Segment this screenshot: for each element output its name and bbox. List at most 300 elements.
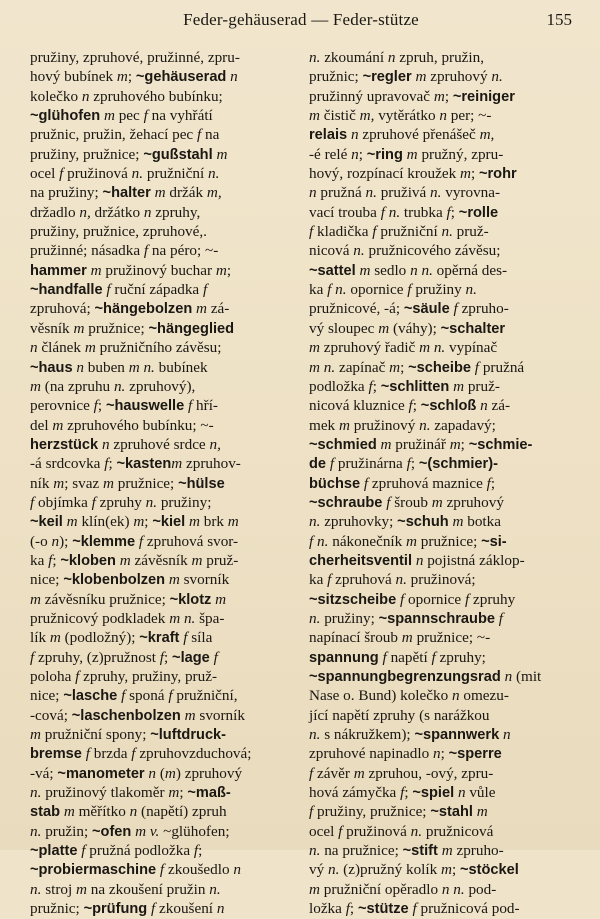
gloss-text: ; — [127, 68, 136, 86]
grammar-label: m — [406, 532, 417, 550]
gloss-text: nicová kluznice — [309, 397, 409, 415]
gloss-text: pružinárna — [334, 455, 407, 473]
gloss-text: špa- — [195, 609, 225, 627]
gloss-text: zkoušení — [155, 900, 217, 918]
text-line — [30, 841, 291, 860]
gloss-text: ; — [450, 203, 459, 221]
grammar-label: n. — [30, 822, 42, 840]
gloss-text: věsník — [30, 319, 74, 337]
text-line — [30, 87, 291, 106]
gloss-text: závěr — [313, 764, 354, 782]
gloss-text: zpruhového bubínku; — [89, 87, 223, 105]
headword: ~kiel — [152, 514, 186, 531]
grammar-label: n. — [395, 571, 407, 589]
gloss-text: zpruho- — [452, 842, 504, 860]
text-line — [309, 125, 570, 144]
headword: ~schmie- — [468, 436, 533, 453]
gloss-text: zpruhového bubínku; ~- — [63, 416, 214, 434]
headword: ~schuh — [397, 514, 449, 531]
headword: ~schloß — [420, 398, 477, 415]
headword: ~luftdruck- — [150, 727, 227, 744]
gloss-text: vý sloupec — [309, 319, 379, 337]
grammar-label: m — [133, 513, 145, 531]
grammar-label: n. — [209, 880, 221, 898]
text-line — [309, 106, 570, 125]
grammar-label: f — [131, 745, 136, 763]
left-column — [30, 48, 291, 918]
grammar-label: m — [184, 706, 196, 724]
gloss-text: jící napětí zpruhy (s narážkou — [309, 706, 490, 724]
grammar-label: f — [464, 590, 470, 608]
gloss-text: omezu- — [459, 687, 509, 705]
text-line — [309, 512, 570, 531]
grammar-label: f — [408, 397, 413, 415]
grammar-label: m — [154, 184, 166, 202]
gloss-text: ruční západka — [110, 281, 203, 299]
grammar-label: f n. — [327, 281, 347, 299]
gloss-text: pružinový tlakoměr — [41, 784, 169, 802]
grammar-label: f — [85, 745, 90, 763]
grammar-label: m — [452, 513, 464, 531]
grammar-label: f — [386, 493, 391, 511]
gloss-text: brk — [199, 513, 228, 531]
grammar-label: f — [138, 532, 144, 550]
text-line — [309, 338, 570, 357]
grammar-label: n. — [353, 242, 365, 260]
grammar-label: f — [309, 764, 314, 782]
text-line — [309, 48, 570, 67]
gloss-text: perovnice — [30, 397, 94, 415]
grammar-label: n — [415, 551, 424, 569]
grammar-label: n — [148, 764, 157, 782]
grammar-label: n — [143, 203, 152, 221]
gloss-text: ( — [156, 764, 165, 782]
grammar-label: n — [76, 358, 84, 376]
gloss-text: pružinová — [63, 165, 132, 183]
gloss-text: botka — [463, 513, 501, 531]
text-line — [309, 551, 570, 570]
grammar-label: m — [90, 261, 102, 279]
text-line — [309, 454, 570, 473]
gloss-text: závěsníku pružnice; — [40, 590, 170, 608]
headword: ~platte — [30, 843, 78, 860]
gloss-text: svorník — [195, 706, 245, 724]
text-line — [30, 706, 291, 725]
headword: ~(schmier)- — [418, 456, 498, 473]
gloss-text: (váhy); — [389, 319, 441, 337]
gloss-text: nice; — [30, 687, 64, 705]
grammar-label: f — [93, 397, 98, 415]
gloss-text: objímka — [34, 493, 92, 511]
gloss-text: ocel — [30, 165, 60, 183]
headword: ~klobenbolzen — [63, 572, 166, 589]
gloss-text: zpruh, pružin, — [395, 49, 485, 66]
grammar-label: m — [76, 880, 87, 898]
grammar-label: n — [309, 184, 317, 202]
text-line — [309, 667, 570, 686]
gloss-text: držátko — [90, 203, 144, 221]
grammar-label: n. — [491, 68, 503, 86]
headword: ~hängebolzen — [94, 301, 193, 318]
right-column — [309, 48, 570, 918]
headword: cherheitsventil — [309, 552, 413, 569]
text-line — [309, 783, 570, 802]
gloss-text: závěsník — [130, 551, 192, 569]
grammar-label: m — [476, 803, 488, 821]
gloss-text: zpruhová maznice — [368, 474, 487, 492]
grammar-label: n. — [208, 165, 220, 183]
text-line — [30, 358, 291, 377]
grammar-label: m — [359, 261, 371, 279]
gloss-text: zpruhy, pružiny, pruž- — [79, 668, 217, 685]
gloss-text: držák — [165, 184, 207, 202]
grammar-label: m — [168, 784, 180, 802]
gloss-text: nákonečník — [328, 532, 407, 550]
grammar-label: m, — [359, 107, 375, 125]
headword: ~spannwerk — [414, 727, 500, 744]
gloss-text: zpruhy — [469, 590, 516, 608]
gloss-text: ; — [226, 261, 232, 279]
gloss-text: pružnicový podkladek — [30, 609, 170, 627]
gloss-text: pružná podložka — [85, 842, 194, 860]
gloss-text: zpruhový), — [125, 377, 196, 395]
headword: ~kloben — [60, 552, 116, 569]
headword: ~sitzscheibe — [309, 591, 397, 608]
gloss-text: na pružnice; — [320, 842, 403, 860]
grammar-label: f — [121, 687, 126, 705]
gloss-text: vý — [309, 861, 328, 879]
gloss-text: pružinová; — [406, 571, 476, 589]
grammar-label: n. — [145, 493, 158, 511]
grammar-label: m — [66, 513, 78, 531]
gloss-text: pružiny, zpruhové, pružinné, zpru- — [30, 49, 240, 66]
gloss-text: na péro; ~- — [148, 242, 219, 260]
grammar-label: m — [338, 416, 350, 434]
grammar-label: n — [351, 145, 359, 163]
text-line — [309, 609, 570, 628]
gloss-text: vytěrátko — [374, 107, 440, 125]
grammar-label: n — [51, 532, 60, 550]
gloss-text: zpruhy — [95, 493, 146, 511]
gloss-text: zpruhov- — [182, 455, 241, 473]
grammar-label: f — [309, 803, 314, 821]
headword: hammer — [30, 262, 87, 279]
text-line — [30, 338, 291, 357]
grammar-label: m — [309, 880, 320, 898]
gloss-text: buben — [83, 358, 129, 376]
gloss-text: klín(ek) — [77, 513, 134, 531]
headword: ~scheibe — [408, 359, 471, 376]
grammar-label: m — [441, 861, 452, 879]
gloss-text: ; — [179, 784, 188, 802]
gloss-text: zpruho- — [457, 300, 509, 318]
gloss-text: pružniční spony; — [40, 726, 151, 744]
gloss-text: pružný, zpru- — [417, 145, 504, 163]
text-line — [30, 822, 291, 841]
headword: ~ofen — [92, 823, 132, 840]
gloss-text: na zkoušení pružin — [86, 880, 210, 898]
text-line — [309, 299, 570, 318]
gloss-text: pružnic, pružin, žehací pec — [30, 126, 197, 144]
gloss-text: pruž- — [452, 223, 489, 241]
headword: ~spannschraube — [378, 610, 495, 627]
text-line — [309, 87, 570, 106]
gloss-text: vůle — [465, 784, 496, 802]
text-line — [309, 764, 570, 783]
grammar-label: n. — [441, 223, 453, 241]
grammar-label: f — [106, 281, 111, 299]
gloss-text: napětí — [386, 648, 432, 666]
grammar-label: n — [230, 68, 238, 86]
grammar-label: f — [407, 281, 412, 299]
grammar-label: n — [433, 745, 441, 763]
gloss-text: pružnice; ~- — [412, 629, 491, 647]
grammar-label: m — [164, 764, 176, 782]
grammar-label: n — [216, 900, 225, 918]
grammar-label: n. — [309, 609, 321, 627]
gloss-text: ; — [198, 842, 203, 860]
grammar-label: n. — [410, 822, 423, 840]
gloss-text: čistič — [319, 107, 360, 125]
grammar-label: m — [309, 107, 320, 125]
gloss-text: pružiny, pružnice, zpruhové,. — [30, 223, 207, 241]
gloss-text: -á srdcovka — [30, 455, 105, 473]
gloss-text: pružná — [316, 184, 366, 202]
headword: ~kasten — [116, 456, 172, 473]
gloss-text: pružniční opěradlo — [319, 880, 442, 898]
text-line — [309, 261, 570, 280]
headword: ~maß- — [187, 785, 231, 802]
grammar-label: n. — [309, 49, 321, 66]
text-line — [30, 280, 291, 299]
grammar-label: n — [480, 397, 488, 415]
text-line — [30, 686, 291, 705]
grammar-label: m — [406, 145, 418, 163]
headword: ~prüfung — [83, 901, 148, 918]
gloss-text: pružiny, pružnice; — [30, 145, 144, 163]
grammar-label: m — [52, 416, 64, 434]
headword: relais — [309, 127, 348, 144]
gloss-text: hová zámyčka — [309, 784, 401, 802]
grammar-label: m — [378, 319, 390, 337]
gloss-text: pružnic; — [309, 68, 363, 86]
grammar-label: m — [459, 165, 471, 183]
gloss-text: (z)pružný kolík — [339, 861, 442, 879]
headword: ~laschenbolzen — [71, 707, 181, 724]
gloss-text: zpruhové srdce — [109, 435, 210, 453]
text-line — [309, 203, 570, 222]
grammar-label: m — [449, 435, 461, 453]
headword: ~hängeglied — [148, 320, 235, 337]
gloss-text: vací trouba — [309, 203, 381, 221]
gloss-text: ; — [451, 861, 461, 879]
text-line — [309, 145, 570, 164]
text-line — [30, 222, 291, 241]
gloss-text: opornice — [404, 590, 465, 608]
text-line — [30, 474, 291, 493]
headword: büchse — [309, 475, 361, 492]
headword: ~klemme — [72, 533, 136, 550]
gloss-text: pružnice; — [84, 319, 149, 337]
grammar-label: n — [504, 668, 513, 685]
grammar-label: m — [30, 590, 41, 608]
text-line — [309, 358, 570, 377]
gloss-text: zkoumání — [320, 49, 388, 66]
gloss-text: -vá; — [30, 764, 58, 782]
headword: spannung — [309, 649, 379, 666]
headword: ~stahl — [430, 804, 473, 821]
grammar-label: n n. — [441, 880, 465, 898]
grammar-label: m — [103, 107, 115, 125]
grammar-label: f — [143, 242, 149, 260]
headword: ~gußstahl — [143, 146, 213, 163]
grammar-label: n — [129, 803, 138, 821]
grammar-label: f — [48, 551, 53, 569]
text-line — [30, 145, 291, 164]
headword: ~si- — [481, 533, 507, 550]
gloss-text: zpruhová — [331, 571, 396, 589]
gloss-text: hový bubínek — [30, 68, 117, 86]
headword: ~klotz — [169, 591, 212, 608]
gloss-text: zpruhy, (z)pružnost — [34, 648, 160, 666]
gloss-text: mek — [309, 416, 339, 434]
headword: ~manometer — [57, 765, 145, 782]
gloss-text: pružinný upravovač — [309, 87, 434, 105]
grammar-label: m — [30, 726, 41, 744]
gloss-text: (podložný); — [60, 629, 140, 647]
grammar-label: f — [345, 900, 350, 918]
grammar-label: m n. — [419, 339, 446, 357]
gloss-text: ; — [52, 551, 61, 569]
page-number: 155 — [546, 10, 572, 29]
grammar-label: f — [474, 358, 480, 376]
gloss-text: opěrná des- — [432, 261, 508, 279]
grammar-label: m — [380, 435, 392, 453]
grammar-label: f — [159, 861, 165, 879]
text-line — [30, 667, 291, 686]
grammar-label: n — [387, 49, 396, 66]
gloss-text: ~glühofen; — [159, 822, 230, 840]
gloss-text: ; — [108, 455, 117, 473]
text-line — [309, 532, 570, 551]
grammar-label: f — [104, 455, 109, 473]
grammar-label: n. — [309, 513, 321, 531]
headword: ~haus — [30, 359, 73, 376]
gloss-text: ; — [372, 377, 381, 395]
grammar-label: m — [389, 358, 401, 376]
grammar-label: f — [400, 784, 405, 802]
gloss-text: ; — [358, 145, 367, 163]
grammar-label: m — [196, 300, 208, 318]
gloss-text: šroub — [390, 493, 432, 511]
text-line — [30, 802, 291, 821]
gloss-text: zá- — [207, 300, 230, 318]
headword: stab — [30, 804, 61, 821]
text-columns — [30, 48, 570, 918]
text-line — [30, 570, 291, 589]
grammar-label: m — [441, 842, 453, 860]
gloss-text: pruž- — [202, 551, 239, 569]
gloss-text: bubínek — [154, 358, 208, 376]
gloss-text: vypínač — [445, 339, 498, 357]
headword: de — [309, 456, 327, 473]
grammar-label: f — [202, 281, 208, 299]
grammar-label: f — [363, 474, 369, 492]
grammar-label: n. — [465, 281, 477, 299]
text-line — [30, 744, 291, 763]
headword: ~spannungbegrenzungsrad — [309, 669, 501, 685]
headword: ~schraube — [309, 494, 383, 511]
gloss-text: stroj — [41, 880, 76, 898]
gloss-text: zpruhovky; — [320, 513, 398, 531]
gloss-text: pružiny; — [157, 493, 212, 511]
grammar-label: m n. — [169, 609, 196, 627]
headword: ~spiel — [412, 785, 455, 802]
grammar-label: n. — [131, 165, 144, 183]
grammar-label: n — [439, 107, 447, 125]
text-line — [30, 512, 291, 531]
gloss-text: ; svaz — [64, 474, 103, 492]
text-line — [30, 590, 291, 609]
grammar-label: f n. — [380, 203, 401, 221]
grammar-label: m — [415, 68, 427, 86]
headword: ~stütze — [357, 901, 409, 918]
headword: ~ring — [366, 146, 403, 163]
text-line — [30, 261, 291, 280]
grammar-label: m — [227, 513, 239, 531]
gloss-text: ; — [444, 87, 453, 105]
grammar-label: f — [412, 900, 417, 918]
gloss-text: ložka — [309, 900, 346, 918]
gloss-text: pružiny; — [320, 609, 379, 627]
gloss-text: ; — [460, 435, 469, 453]
grammar-label: m — [353, 764, 365, 782]
text-line — [30, 783, 291, 802]
grammar-label: f — [453, 300, 458, 318]
gloss-text: ; — [470, 165, 479, 183]
grammar-label: f — [372, 223, 377, 241]
grammar-label: f — [431, 648, 436, 666]
grammar-label: f — [75, 668, 80, 685]
text-line — [30, 183, 291, 202]
gloss-text: pružnicového závěsu; — [364, 242, 501, 260]
grammar-label: f — [446, 203, 451, 221]
gloss-text: ocel — [309, 822, 339, 840]
text-line — [30, 377, 291, 396]
grammar-label: f — [30, 493, 35, 511]
headword: ~lage — [172, 649, 210, 666]
gloss-text: hří- — [192, 397, 218, 415]
gloss-text: brzda — [89, 745, 132, 763]
headword: ~sattel — [309, 262, 356, 279]
gloss-text: -é relé — [309, 145, 352, 163]
gloss-text: zpruhový — [426, 68, 492, 86]
grammar-label: f n. — [309, 532, 329, 550]
grammar-label: m — [119, 551, 131, 569]
text-line — [309, 725, 570, 744]
gloss-text: pružiny, pružnice; — [313, 803, 431, 821]
grammar-label: m n. — [128, 358, 155, 376]
text-line — [309, 628, 570, 647]
gloss-text: poloha — [30, 668, 76, 685]
grammar-label: f — [498, 609, 504, 627]
grammar-label: m — [73, 319, 85, 337]
headword: herzstück — [30, 436, 99, 453]
grammar-label: f — [193, 842, 199, 860]
gloss-text: (mit — [512, 668, 542, 685]
gloss-text: zkoušedlo — [164, 861, 234, 879]
grammar-label: f — [30, 648, 35, 666]
